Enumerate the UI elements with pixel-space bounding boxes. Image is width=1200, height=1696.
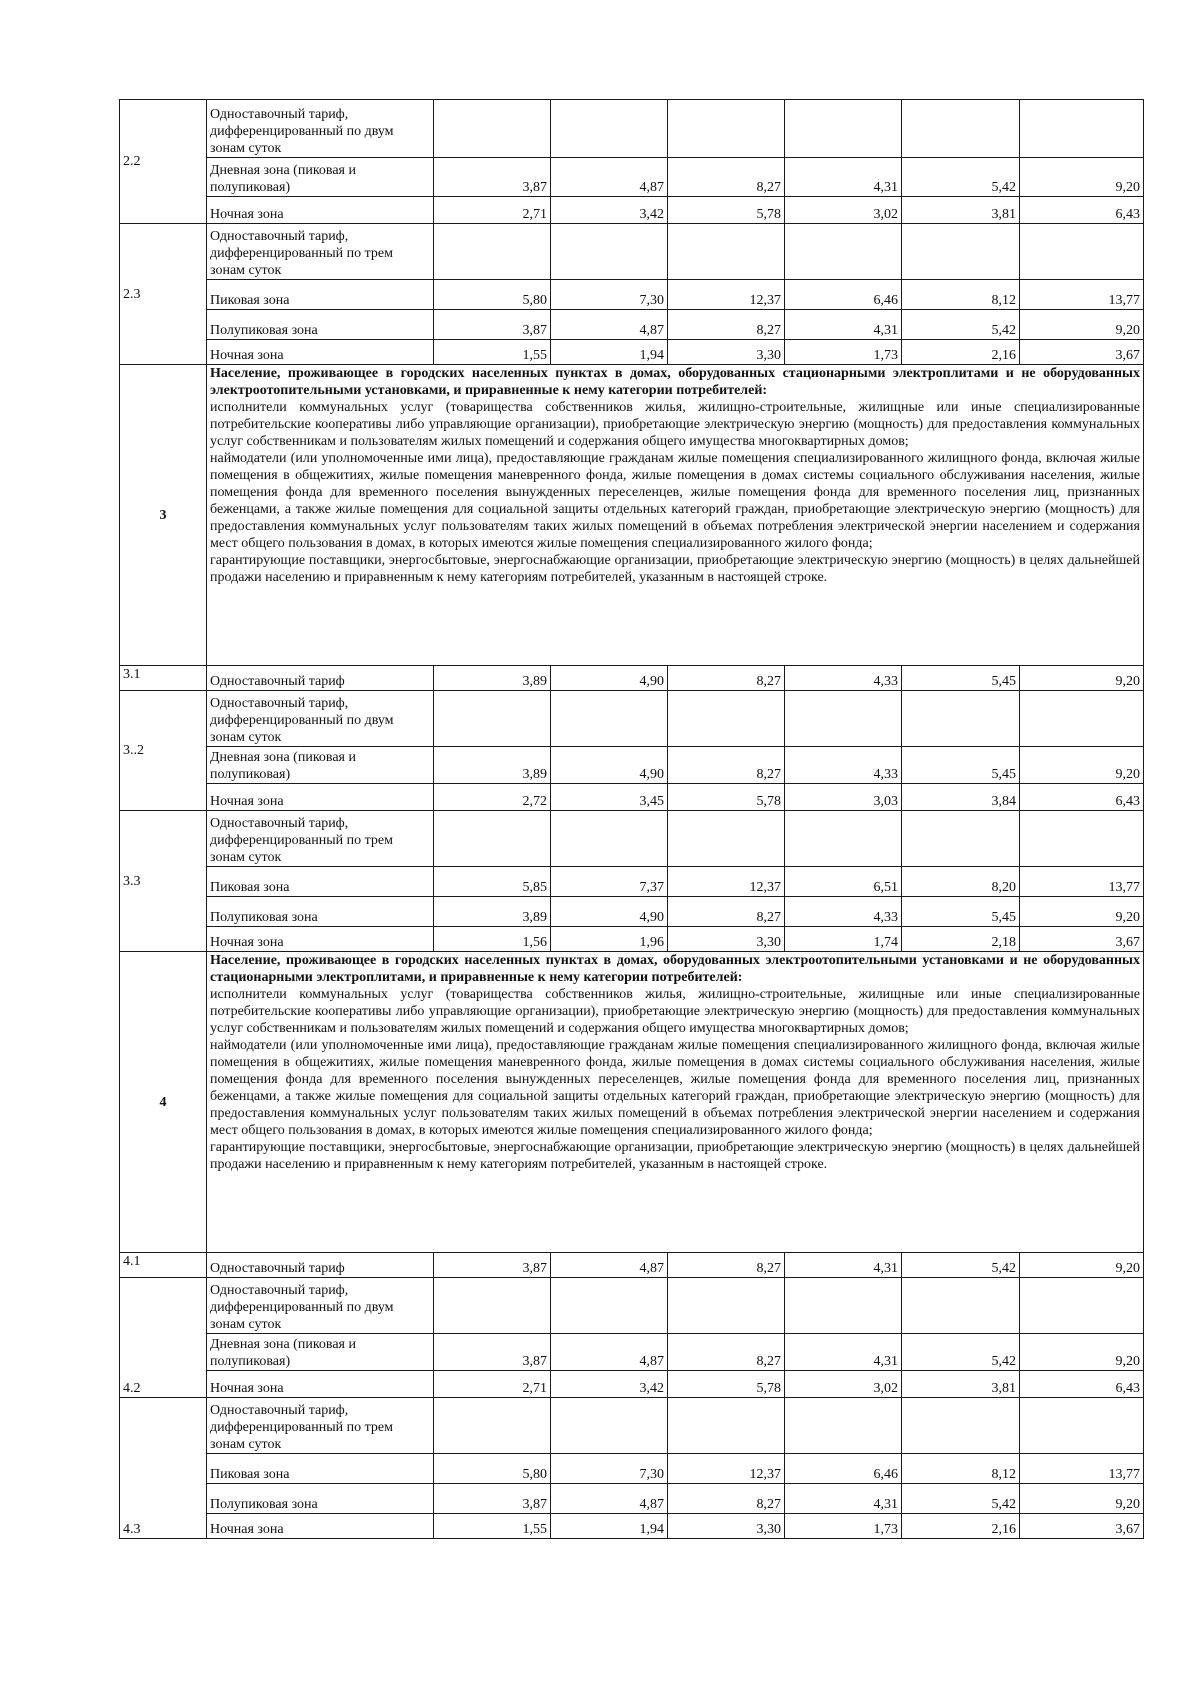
value-cell	[668, 224, 785, 280]
value-cell: 7,30	[551, 1454, 668, 1484]
value-cell: 1,55	[434, 340, 551, 365]
table-row	[120, 897, 1144, 927]
row-label: Одноставочный тариф	[207, 1253, 434, 1278]
row-label: Дневная зона (пиковая и полупиковая)	[207, 158, 434, 197]
value-cell: 1,94	[551, 340, 668, 365]
value-cell: 4,33	[785, 747, 902, 784]
row-label: Ночная зона	[207, 1371, 434, 1398]
value-cell: 4,33	[785, 666, 902, 691]
value-cell: 2,72	[434, 784, 551, 811]
group-title: Население, проживающее в городских населенных пунктах в домах, оборудованных электроотопительными установками и не оборудованных стационарными электроплитами, и приравненные к нему категории потребителей:	[210, 953, 1140, 985]
value-cell: 8,27	[668, 666, 785, 691]
value-cell: 8,12	[902, 1454, 1020, 1484]
value-cell: 1,96	[551, 927, 668, 952]
value-cell: 9,20	[1020, 1484, 1144, 1514]
group-header-row	[120, 952, 1144, 1253]
value-cell: 7,37	[551, 867, 668, 897]
value-cell	[902, 691, 1020, 747]
value-cell	[785, 691, 902, 747]
row-label: Полупиковая зона	[207, 1484, 434, 1514]
value-cell: 12,37	[668, 1454, 785, 1484]
value-cell: 3,87	[434, 1253, 551, 1278]
row-index: 3.3	[120, 811, 207, 952]
table-row	[120, 280, 1144, 310]
value-cell: 5,42	[902, 1253, 1020, 1278]
value-cell	[551, 1278, 668, 1334]
value-cell: 5,45	[902, 897, 1020, 927]
value-cell: 5,42	[902, 1334, 1020, 1371]
table-row	[120, 1278, 1144, 1334]
value-cell	[668, 1398, 785, 1454]
value-cell: 2,71	[434, 197, 551, 224]
value-cell	[551, 1398, 668, 1454]
row-label: Одноставочный тариф, дифференцированный по двум зонам суток	[207, 1278, 434, 1334]
value-cell: 8,27	[668, 897, 785, 927]
value-cell: 8,27	[668, 747, 785, 784]
value-cell: 4,31	[785, 310, 902, 340]
row-index: 4.3	[120, 1398, 207, 1539]
value-cell: 9,20	[1020, 158, 1144, 197]
value-cell: 9,20	[1020, 1334, 1144, 1371]
value-cell	[902, 1278, 1020, 1334]
value-cell: 9,20	[1020, 666, 1144, 691]
row-label: Пиковая зона	[207, 1454, 434, 1484]
tariff-table-page	[119, 99, 1143, 1539]
value-cell	[1020, 1278, 1144, 1334]
row-label: Одноставочный тариф, дифференцированный по трем зонам суток	[207, 811, 434, 867]
group-paragraph: исполнители коммунальных услуг (товарищества собственников жилья, жилищно-строительные, жилищные или иные специализированные потребительские кооперативы либо управляющие организации), приобретающие электрическую энергию (мощность) для предоставления коммунальных услуг собственникам и пользователям жилых помещений и содержания общего имущества многоквартирных домов;	[210, 987, 1140, 1036]
value-cell: 3,89	[434, 897, 551, 927]
row-label: Одноставочный тариф, дифференцированный по трем зонам суток	[207, 1398, 434, 1454]
value-cell	[902, 100, 1020, 158]
row-label: Ночная зона	[207, 340, 434, 365]
value-cell: 1,94	[551, 1514, 668, 1539]
value-cell: 4,90	[551, 747, 668, 784]
value-cell	[434, 224, 551, 280]
value-cell	[434, 691, 551, 747]
table-row	[120, 158, 1144, 197]
value-cell	[785, 1278, 902, 1334]
row-label: Дневная зона (пиковая и полупиковая)	[207, 747, 434, 784]
value-cell: 2,16	[902, 1514, 1020, 1539]
value-cell	[668, 1278, 785, 1334]
value-cell: 3,81	[902, 1371, 1020, 1398]
value-cell: 9,20	[1020, 747, 1144, 784]
table-row	[120, 1484, 1144, 1514]
row-label: Полупиковая зона	[207, 310, 434, 340]
value-cell: 4,33	[785, 897, 902, 927]
value-cell	[902, 811, 1020, 867]
group-description	[207, 365, 1144, 666]
row-label: Одноставочный тариф, дифференцированный по трем зонам суток	[207, 224, 434, 280]
table-row	[120, 867, 1144, 897]
value-cell: 7,30	[551, 280, 668, 310]
value-cell	[434, 1278, 551, 1334]
value-cell: 3,67	[1020, 927, 1144, 952]
table-row	[120, 1514, 1144, 1539]
value-cell: 1,73	[785, 340, 902, 365]
value-cell: 6,46	[785, 280, 902, 310]
value-cell	[551, 100, 668, 158]
value-cell	[668, 100, 785, 158]
value-cell	[434, 100, 551, 158]
value-cell: 5,45	[902, 747, 1020, 784]
row-index: 2.2	[120, 100, 207, 224]
value-cell: 1,55	[434, 1514, 551, 1539]
row-index: 3..2	[120, 691, 207, 811]
row-label: Одноставочный тариф, дифференцированный по двум зонам суток	[207, 100, 434, 158]
tariff-table	[119, 99, 1144, 1539]
row-label: Ночная зона	[207, 1514, 434, 1539]
value-cell: 4,87	[551, 158, 668, 197]
table-row	[120, 811, 1144, 867]
group-paragraph: наймодатели (или уполномоченные ими лица), предоставляющие гражданам жилые помещения специализированного жилищного фонда, включая жилые помещения в общежитиях, жилые помещения маневренного фонда, жилые помещения в домах системы социального обслуживания населения, жилые помещения фонда для временного поселения вынужденных переселенцев, жилые помещения фонда для временного поселения лиц, признанных беженцами, а также жилые помещения для социальной защиты отдельных категорий граждан, приобретающие электрическую энергию (мощность) для предоставления коммунальных услуг пользователям таких жилых помещений в объемах потребления электрической энергии населением и содержания мест общего пользования в домах, в которых имеются жилые помещения специализированного жилого фонда;	[210, 1038, 1140, 1138]
value-cell: 5,45	[902, 666, 1020, 691]
value-cell: 8,27	[668, 158, 785, 197]
value-cell	[1020, 691, 1144, 747]
value-cell: 6,43	[1020, 197, 1144, 224]
value-cell: 5,85	[434, 867, 551, 897]
value-cell: 4,31	[785, 1253, 902, 1278]
value-cell: 8,27	[668, 1253, 785, 1278]
group-paragraph: гарантирующие поставщики, энергосбытовые, энергоснабжающие организации, приобретающие электрическую энергию (мощность) в целях дальнейшей продажи населению и приравненным к нему категориям потребителей, указанным в настоящей строке.	[210, 1140, 1140, 1172]
table-row	[120, 340, 1144, 365]
value-cell: 1,74	[785, 927, 902, 952]
row-label: Полупиковая зона	[207, 897, 434, 927]
value-cell	[785, 224, 902, 280]
group-number: 3	[120, 365, 207, 666]
table-row	[120, 1371, 1144, 1398]
value-cell	[902, 1398, 1020, 1454]
row-label: Одноставочный тариф	[207, 666, 434, 691]
row-label: Пиковая зона	[207, 867, 434, 897]
value-cell: 5,80	[434, 280, 551, 310]
value-cell: 4,90	[551, 897, 668, 927]
table-row	[120, 1454, 1144, 1484]
value-cell: 3,67	[1020, 1514, 1144, 1539]
value-cell: 3,81	[902, 197, 1020, 224]
value-cell	[785, 1398, 902, 1454]
value-cell: 4,87	[551, 1253, 668, 1278]
value-cell: 2,18	[902, 927, 1020, 952]
value-cell	[668, 811, 785, 867]
row-index: 4.2	[120, 1278, 207, 1398]
value-cell	[668, 691, 785, 747]
value-cell	[434, 1398, 551, 1454]
value-cell: 6,43	[1020, 784, 1144, 811]
value-cell	[551, 691, 668, 747]
value-cell: 9,20	[1020, 310, 1144, 340]
value-cell: 3,42	[551, 1371, 668, 1398]
value-cell: 1,73	[785, 1514, 902, 1539]
value-cell: 3,89	[434, 666, 551, 691]
value-cell: 5,42	[902, 158, 1020, 197]
value-cell	[1020, 100, 1144, 158]
value-cell: 3,67	[1020, 340, 1144, 365]
table-row	[120, 197, 1144, 224]
table-row	[120, 747, 1144, 784]
value-cell	[785, 811, 902, 867]
table-row	[120, 927, 1144, 952]
value-cell: 4,87	[551, 310, 668, 340]
value-cell: 5,42	[902, 1484, 1020, 1514]
value-cell: 3,87	[434, 1334, 551, 1371]
value-cell: 9,20	[1020, 1253, 1144, 1278]
value-cell: 1,56	[434, 927, 551, 952]
row-label: Ночная зона	[207, 927, 434, 952]
table-row	[120, 1398, 1144, 1454]
value-cell: 4,87	[551, 1334, 668, 1371]
value-cell: 3,87	[434, 310, 551, 340]
group-description	[207, 952, 1144, 1253]
row-label: Ночная зона	[207, 197, 434, 224]
value-cell: 12,37	[668, 280, 785, 310]
table-row	[120, 100, 1144, 158]
value-cell: 9,20	[1020, 897, 1144, 927]
value-cell: 3,89	[434, 747, 551, 784]
value-cell: 8,27	[668, 1334, 785, 1371]
value-cell: 5,78	[668, 197, 785, 224]
value-cell: 13,77	[1020, 1454, 1144, 1484]
value-cell	[785, 100, 902, 158]
row-label: Одноставочный тариф, дифференцированный по двум зонам суток	[207, 691, 434, 747]
value-cell: 6,46	[785, 1454, 902, 1484]
table-row	[120, 1334, 1144, 1371]
value-cell: 8,20	[902, 867, 1020, 897]
value-cell	[551, 224, 668, 280]
value-cell: 13,77	[1020, 867, 1144, 897]
value-cell: 5,78	[668, 784, 785, 811]
row-label: Пиковая зона	[207, 280, 434, 310]
value-cell: 3,87	[434, 158, 551, 197]
value-cell: 12,37	[668, 867, 785, 897]
group-number: 4	[120, 952, 207, 1253]
value-cell	[902, 224, 1020, 280]
value-cell: 3,30	[668, 927, 785, 952]
value-cell: 8,27	[668, 1484, 785, 1514]
row-index: 2.3	[120, 224, 207, 365]
value-cell: 5,80	[434, 1454, 551, 1484]
table-row	[120, 784, 1144, 811]
value-cell: 3,84	[902, 784, 1020, 811]
table-row	[120, 1253, 1144, 1278]
table-row	[120, 691, 1144, 747]
table-row	[120, 666, 1144, 691]
value-cell: 3,87	[434, 1484, 551, 1514]
value-cell	[1020, 1398, 1144, 1454]
value-cell	[434, 811, 551, 867]
group-paragraph: гарантирующие поставщики, энергосбытовые, энергоснабжающие организации, приобретающие электрическую энергию (мощность) в целях дальнейшей продажи населению и приравненным к нему категориям потребителей, указанным в настоящей строке.	[210, 553, 1140, 585]
value-cell	[551, 811, 668, 867]
value-cell: 6,43	[1020, 1371, 1144, 1398]
group-title: Население, проживающее в городских населенных пунктах в домах, оборудованных стационарными электроплитами и не оборудованных электроотопительными установками, и приравненные к нему категории потребителей:	[210, 366, 1140, 398]
group-header-row	[120, 365, 1144, 666]
value-cell: 3,03	[785, 784, 902, 811]
value-cell: 8,12	[902, 280, 1020, 310]
value-cell: 3,02	[785, 1371, 902, 1398]
table-row	[120, 310, 1144, 340]
value-cell: 5,42	[902, 310, 1020, 340]
value-cell: 4,31	[785, 1484, 902, 1514]
value-cell: 13,77	[1020, 280, 1144, 310]
value-cell: 3,45	[551, 784, 668, 811]
table-row	[120, 224, 1144, 280]
row-label: Дневная зона (пиковая и полупиковая)	[207, 1334, 434, 1371]
value-cell: 2,71	[434, 1371, 551, 1398]
value-cell: 3,30	[668, 1514, 785, 1539]
value-cell	[1020, 811, 1144, 867]
value-cell: 4,31	[785, 1334, 902, 1371]
row-index: 4.1	[120, 1253, 207, 1278]
value-cell: 2,16	[902, 340, 1020, 365]
group-paragraph: наймодатели (или уполномоченные ими лица), предоставляющие гражданам жилые помещения специализированного жилищного фонда, включая жилые помещения в общежитиях, жилые помещения маневренного фонда, жилые помещения в домах системы социального обслуживания населения, жилые помещения фонда для временного поселения вынужденных переселенцев, жилые помещения фонда для временного поселения лиц, признанных беженцами, а также жилые помещения для социальной защиты отдельных категорий граждан, приобретающие электрическую энергию (мощность) для предоставления коммунальных услуг пользователям таких жилых помещений в объемах потребления электрической энергии населением и содержания мест общего пользования в домах, в которых имеются жилые помещения специализированного жилого фонда;	[210, 451, 1140, 551]
value-cell: 5,78	[668, 1371, 785, 1398]
value-cell: 3,42	[551, 197, 668, 224]
value-cell: 6,51	[785, 867, 902, 897]
row-index: 3.1	[120, 666, 207, 691]
row-label: Ночная зона	[207, 784, 434, 811]
group-paragraph: исполнители коммунальных услуг (товарищества собственников жилья, жилищно-строительные, жилищные или иные специализированные потребительские кооперативы либо управляющие организации), приобретающие электрическую энергию (мощность) для предоставления коммунальных услуг собственникам и пользователям жилых помещений и содержания общего имущества многоквартирных домов;	[210, 400, 1140, 449]
value-cell	[1020, 224, 1144, 280]
value-cell: 4,87	[551, 1484, 668, 1514]
value-cell: 3,30	[668, 340, 785, 365]
value-cell: 4,31	[785, 158, 902, 197]
value-cell: 3,02	[785, 197, 902, 224]
value-cell: 8,27	[668, 310, 785, 340]
value-cell: 4,90	[551, 666, 668, 691]
